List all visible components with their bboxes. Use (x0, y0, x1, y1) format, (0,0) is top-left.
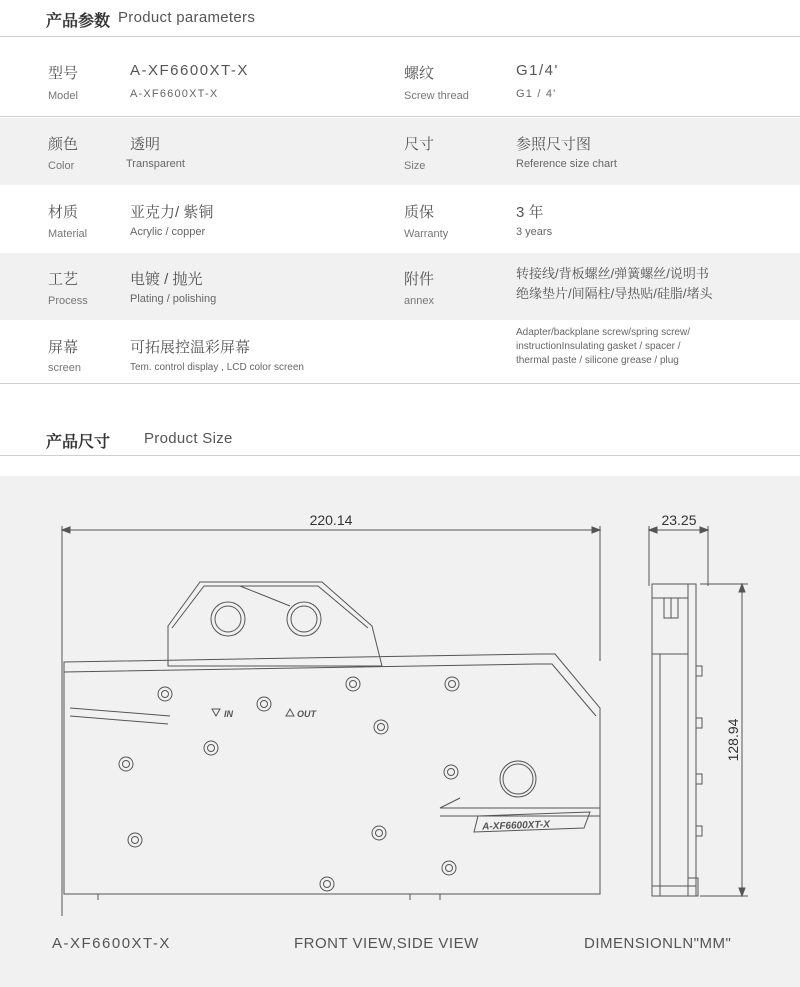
port-out-outer (287, 602, 321, 636)
param-value-cn: 3 年 (516, 204, 544, 221)
side-nub (696, 718, 702, 728)
param-label-cn: 颜色 (48, 136, 79, 153)
in-label: IN (224, 709, 233, 719)
param-value-cn: 电镀 / 抛光 (130, 271, 203, 288)
param-label-cn: 尺寸 (404, 136, 435, 153)
param-value-cn-line1: 转接线/背板螺丝/弹簧螺丝/说明书 (516, 266, 709, 281)
terminal-block-inner (172, 586, 368, 628)
port-in-outer (211, 602, 245, 636)
annex-en-line2: instructionInsulating gasket / spacer / (516, 341, 681, 352)
params-title-cn: 产品参数 (46, 11, 111, 30)
annex-en-line1: Adapter/backplane screw/spring screw/ (516, 327, 690, 338)
param-label-en: annex (404, 295, 434, 307)
param-label-en: Color (48, 160, 75, 172)
params-header-rule (0, 36, 800, 37)
height-dim-label: 128.94 (725, 718, 741, 762)
out-label: OUT (297, 709, 316, 719)
param-label-en: Warranty (404, 228, 449, 240)
param-value-cn: A-XF6600XT-X (130, 62, 249, 79)
side-nub (696, 666, 702, 676)
block-body (64, 654, 600, 894)
param-label-cn: 附件 (404, 271, 435, 288)
param-value-cn: 可拓展控温彩屏幕 (130, 339, 251, 356)
param-value-cn-line2: 绝缘垫片/间隔柱/导热贴/硅脂/堵头 (516, 286, 713, 301)
param-value-en: Acrylic / copper (130, 226, 206, 238)
logo-circle (500, 761, 536, 797)
depth-dim-label: 23.25 (661, 512, 697, 528)
param-value-cn: 透明 (130, 136, 161, 153)
size-section-header (0, 421, 800, 457)
param-value-en: Plating / polishing (130, 293, 217, 305)
depth-arrow-left (649, 527, 657, 533)
param-value-en: 3 years (516, 226, 553, 238)
model-plate-label: A-XF6600XT-X (481, 819, 551, 833)
accent-line (70, 708, 170, 716)
param-label-cn: 材质 (48, 204, 79, 221)
dimension-drawing (0, 476, 800, 987)
width-arrow-right (592, 527, 600, 533)
depth-arrow-right (700, 527, 708, 533)
params-bottom-rule (0, 383, 800, 384)
side-nub (696, 826, 702, 836)
port-out-inner (291, 606, 317, 632)
size-header-rule (0, 455, 800, 456)
param-row-material (0, 186, 800, 253)
screw-group (119, 677, 459, 891)
param-row-model (0, 47, 800, 114)
param-label-en: Process (48, 295, 88, 307)
param-value-en: Tem. control display , LCD color screen (130, 362, 304, 373)
width-dim-label: 220.14 (309, 512, 353, 528)
height-arrow-top (739, 584, 745, 592)
param-value-en: Transparent (126, 158, 185, 170)
param-value-en: G1 / 4' (516, 88, 557, 100)
height-arrow-bottom (739, 888, 745, 896)
terminal-block (168, 582, 382, 666)
size-title-en: Product Size (144, 430, 233, 447)
terminal-bevel (240, 586, 290, 606)
out-marker (286, 709, 318, 719)
caption-views: FRONT VIEW,SIDE VIEW (294, 935, 479, 952)
side-terminal (652, 584, 688, 654)
port-in-inner (215, 606, 241, 632)
width-arrow-left (62, 527, 70, 533)
caption-unit: DIMENSIONLN"MM" (584, 935, 732, 952)
param-label-en: screen (48, 362, 82, 374)
accent-line (70, 716, 168, 724)
param-label-en: Size (404, 160, 426, 172)
param-label-cn: 型号 (48, 65, 79, 82)
caption-model: A-XF6600XT-X (52, 935, 171, 952)
params-title-en: Product parameters (118, 9, 256, 26)
param-value-cn: 参照尺寸图 (516, 136, 592, 153)
param-row-process (0, 253, 800, 320)
param-label-cn: 质保 (404, 204, 435, 221)
block-body-edge (64, 664, 596, 716)
accent-line (440, 798, 460, 808)
side-nub (696, 774, 702, 784)
param-value-cn: 亚克力/ 紫铜 (130, 204, 214, 221)
param-label-cn: 螺纹 (404, 65, 435, 82)
size-drawing-panel (0, 476, 800, 987)
row-rule (0, 116, 800, 117)
param-value-en: Reference size chart (516, 158, 617, 170)
annex-en-line3: thermal paste / silicone grease / plug (516, 355, 679, 366)
params-section-header (0, 0, 800, 36)
param-label-en: Model (48, 90, 78, 102)
side-view-body (652, 584, 696, 896)
param-label-en: Screw thread (404, 90, 469, 102)
in-marker (212, 709, 234, 719)
param-value-cn: G1/4' (516, 62, 559, 79)
logo-circle-inner (503, 764, 533, 794)
param-label-cn: 屏幕 (48, 339, 79, 356)
param-row-color (0, 118, 800, 185)
param-row-screen (0, 320, 800, 387)
param-label-en: Material (48, 228, 88, 240)
param-label-cn: 工艺 (48, 271, 79, 288)
size-title-cn: 产品尺寸 (46, 432, 111, 451)
param-value-en: A-XF6600XT-X (130, 88, 219, 100)
